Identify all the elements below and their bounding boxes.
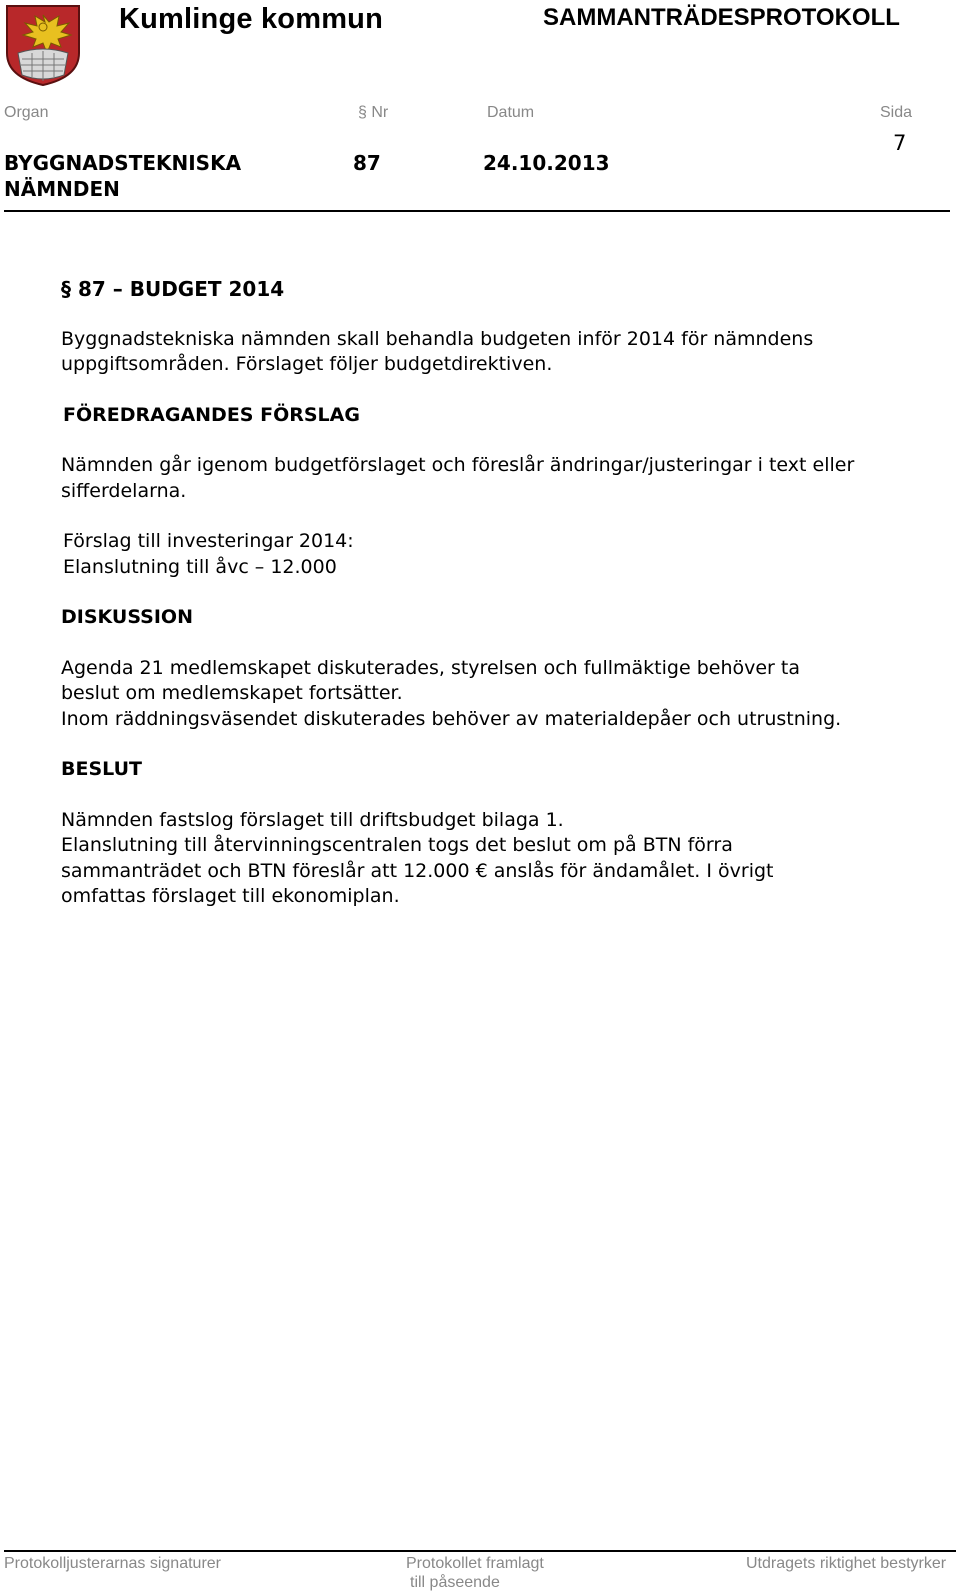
decision-paragraph [61,808,951,910]
organ-value [4,150,241,202]
discussion-line: Inom räddningsväsendet diskuterades behöver av materialdepåer och utrustning. [61,707,842,730]
decision-line: omfattas förslaget till ekonomiplan. [61,885,400,907]
proposal-line: Nämnden går igenom budgetförslaget och föreslår ändringar/justeringar i text eller [61,454,855,476]
sida-label: Sida [880,104,913,121]
page-number: 7 [893,131,907,155]
discussion-line: beslut om medlemskapet fortsätter. [61,682,403,704]
decision-line: sammanträdet och BTN föreslår att 12.000 € anslås för ändamålet. I övrigt [61,859,774,882]
investments-line: Förslag till investeringar 2014: [63,530,354,552]
nr-value: 87 [353,151,381,175]
intro-line: Byggnadstekniska nämnden skall behandla budgeten inför 2014 för nämndens [61,327,814,350]
intro-line: uppgiftsområden. Förslaget följer budgetdirektiven. [61,353,553,375]
section-title: § 87 – BUDGET 2014 [61,277,285,301]
discussion-line: Agenda 21 medlemskapet diskuterades, styrelsen och fullmäktige behöver ta [61,656,800,679]
discussion-heading: DISKUSSION [61,606,193,628]
proposal-line: sifferdelarna. [61,479,187,502]
coat-of-arms-icon [4,3,82,87]
municipality-name: Kumlinge kommun [119,3,384,35]
organ-label: Organ [4,104,49,121]
investments-paragraph [61,529,951,580]
document-type: SAMMANTRÄDESPROTOKOLL [543,4,900,31]
nr-label: § Nr [358,104,389,121]
proposal-heading: FÖREDRAGANDES FÖRSLAG [63,403,360,426]
organ-line-1: BYGGNADSTEKNISKA [4,151,242,175]
intro-paragraph [61,327,951,378]
investments-line: Elanslutning till åvc – 12.000 [63,555,337,578]
footer-divider [4,1550,956,1552]
organ-line-2: NÄMNDEN [4,177,120,201]
decision-heading: BESLUT [61,758,142,780]
certified-label: Utdragets riktighet bestyrker [746,1555,947,1572]
header-divider [4,210,950,212]
section-content [61,277,951,935]
datum-value: 24.10.2013 [483,151,610,175]
decision-line: Elanslutning till återvinningscentralen togs det beslut om på BTN förra [61,834,733,856]
posted-label [406,1554,544,1592]
posted-line-2: till påseende [410,1574,500,1591]
discussion-paragraph [61,656,951,733]
proposal-paragraph [61,453,951,504]
posted-line-1: Protokollet framlagt [406,1555,544,1572]
signatures-label: Protokolljusterarnas signaturer [4,1555,221,1572]
datum-label: Datum [487,104,535,121]
decision-line: Nämnden fastslog förslaget till driftsbudget bilaga 1. [61,808,564,831]
